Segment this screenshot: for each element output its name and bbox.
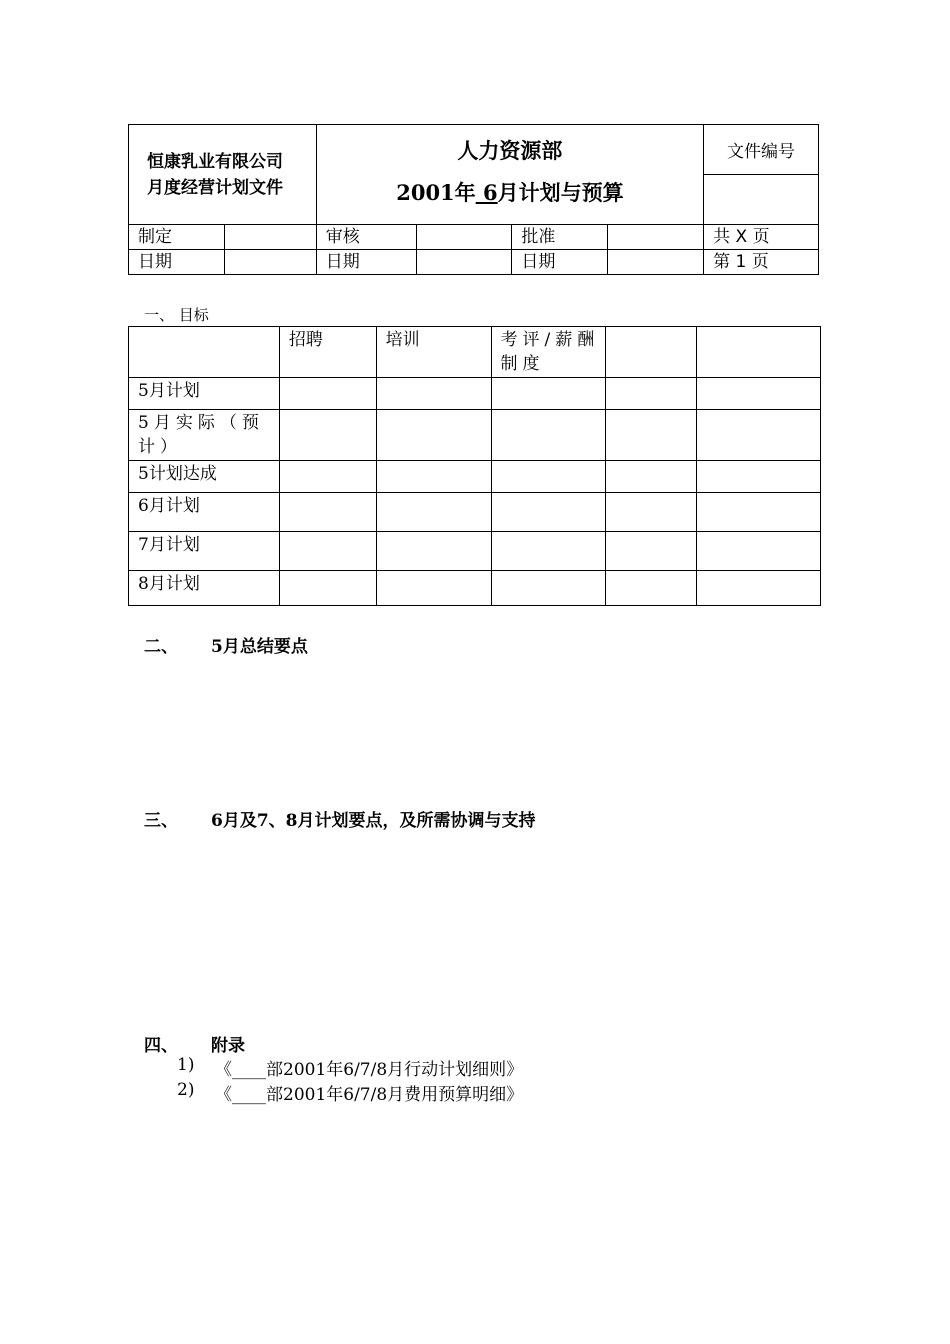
goal-cell bbox=[279, 378, 376, 410]
goal-cell bbox=[606, 378, 697, 410]
title-rest: 月计划与预算 bbox=[497, 181, 624, 205]
goals-header-empty bbox=[129, 327, 280, 378]
goals-header-blank-2 bbox=[697, 327, 821, 378]
goal-cell bbox=[697, 493, 821, 532]
goal-cell bbox=[606, 532, 697, 571]
total-pages: 共 X 页 bbox=[704, 225, 819, 250]
row-label: 5月计划 bbox=[129, 378, 280, 410]
doc-number-value bbox=[704, 175, 819, 225]
date-value-approve bbox=[608, 250, 704, 275]
goals-header-appraisal: 考评/薪酬制度 bbox=[491, 327, 606, 378]
document-header-table bbox=[128, 124, 819, 275]
review-value bbox=[416, 225, 512, 250]
section-1-label: 一、 目标 bbox=[144, 306, 209, 324]
goal-cell bbox=[491, 571, 606, 606]
date-value-review bbox=[416, 250, 512, 275]
section-2-heading bbox=[144, 632, 844, 656]
appendix-item-text: 《____部2001年6/7/8月行动计划细则》 bbox=[215, 1060, 524, 1080]
appendix-item bbox=[177, 1055, 777, 1079]
date-label-review: 日期 bbox=[316, 250, 416, 275]
goal-cell bbox=[697, 410, 821, 461]
section-2-title: 5月总结要点 bbox=[211, 637, 308, 657]
title-month: 6 bbox=[482, 180, 498, 205]
goal-cell bbox=[491, 461, 606, 493]
section-3-title: 6月及7、8月计划要点，及所需协调与支持 bbox=[211, 811, 536, 831]
company-name: 恒康乳业有限公司 bbox=[147, 152, 283, 172]
review-label: 审核 bbox=[316, 225, 416, 250]
goal-cell bbox=[491, 493, 606, 532]
goals-header-training: 培训 bbox=[376, 327, 491, 378]
title-cell bbox=[316, 125, 703, 225]
page-number: 第 1 页 bbox=[704, 250, 819, 275]
goal-cell bbox=[697, 571, 821, 606]
goals-header-recruit: 招聘 bbox=[279, 327, 376, 378]
row-label: 6月计划 bbox=[129, 493, 280, 532]
goal-cell bbox=[376, 571, 491, 606]
date-value-made bbox=[224, 250, 316, 275]
made-value bbox=[224, 225, 316, 250]
made-label: 制定 bbox=[129, 225, 225, 250]
goal-cell bbox=[376, 532, 491, 571]
goal-cell bbox=[606, 493, 697, 532]
row-label: 7月计划 bbox=[129, 532, 280, 571]
appendix-item-text: 《____部2001年6/7/8月费用预算明细》 bbox=[215, 1085, 524, 1105]
goals-header-blank-1 bbox=[606, 327, 697, 378]
date-label-approve: 日期 bbox=[512, 250, 608, 275]
goal-cell bbox=[376, 410, 491, 461]
section-4-heading bbox=[144, 1031, 844, 1055]
goal-cell bbox=[376, 378, 491, 410]
row-label: 5月实际（预计） bbox=[129, 410, 280, 461]
doc-number-label: 文件编号 bbox=[704, 125, 819, 175]
goals-table bbox=[128, 326, 821, 606]
goal-cell bbox=[697, 461, 821, 493]
goal-cell bbox=[279, 461, 376, 493]
goal-cell bbox=[279, 532, 376, 571]
company-cell bbox=[129, 125, 317, 225]
title-year: 2001 bbox=[396, 180, 455, 205]
department-title: 人力资源部 bbox=[457, 139, 563, 163]
goal-cell bbox=[697, 378, 821, 410]
row-label: 8月计划 bbox=[129, 571, 280, 606]
approve-label: 批准 bbox=[512, 225, 608, 250]
goal-cell bbox=[279, 410, 376, 461]
goal-cell bbox=[606, 461, 697, 493]
goal-cell bbox=[491, 410, 606, 461]
goal-cell bbox=[697, 532, 821, 571]
goal-cell bbox=[279, 493, 376, 532]
plan-title bbox=[317, 177, 703, 207]
goal-cell bbox=[376, 493, 491, 532]
title-year-suffix: 年 bbox=[454, 181, 476, 205]
section-3-number: 三、 bbox=[144, 811, 178, 831]
appendix-item bbox=[177, 1080, 777, 1104]
goal-cell bbox=[606, 571, 697, 606]
goal-cell bbox=[279, 571, 376, 606]
goal-cell bbox=[606, 410, 697, 461]
date-label-made: 日期 bbox=[129, 250, 225, 275]
approve-value bbox=[608, 225, 704, 250]
goal-cell bbox=[491, 532, 606, 571]
section-4-number: 四、 bbox=[144, 1036, 178, 1056]
row-label: 5计划达成 bbox=[129, 461, 280, 493]
appendix-item-number: 2) bbox=[177, 1080, 195, 1100]
goal-cell bbox=[491, 378, 606, 410]
section-3-heading bbox=[144, 806, 844, 830]
document-type: 月度经营计划文件 bbox=[147, 178, 283, 198]
section-2-number: 二、 bbox=[144, 637, 178, 657]
appendix-item-number: 1) bbox=[177, 1055, 195, 1075]
section-4-title: 附录 bbox=[211, 1036, 245, 1056]
goal-cell bbox=[376, 461, 491, 493]
